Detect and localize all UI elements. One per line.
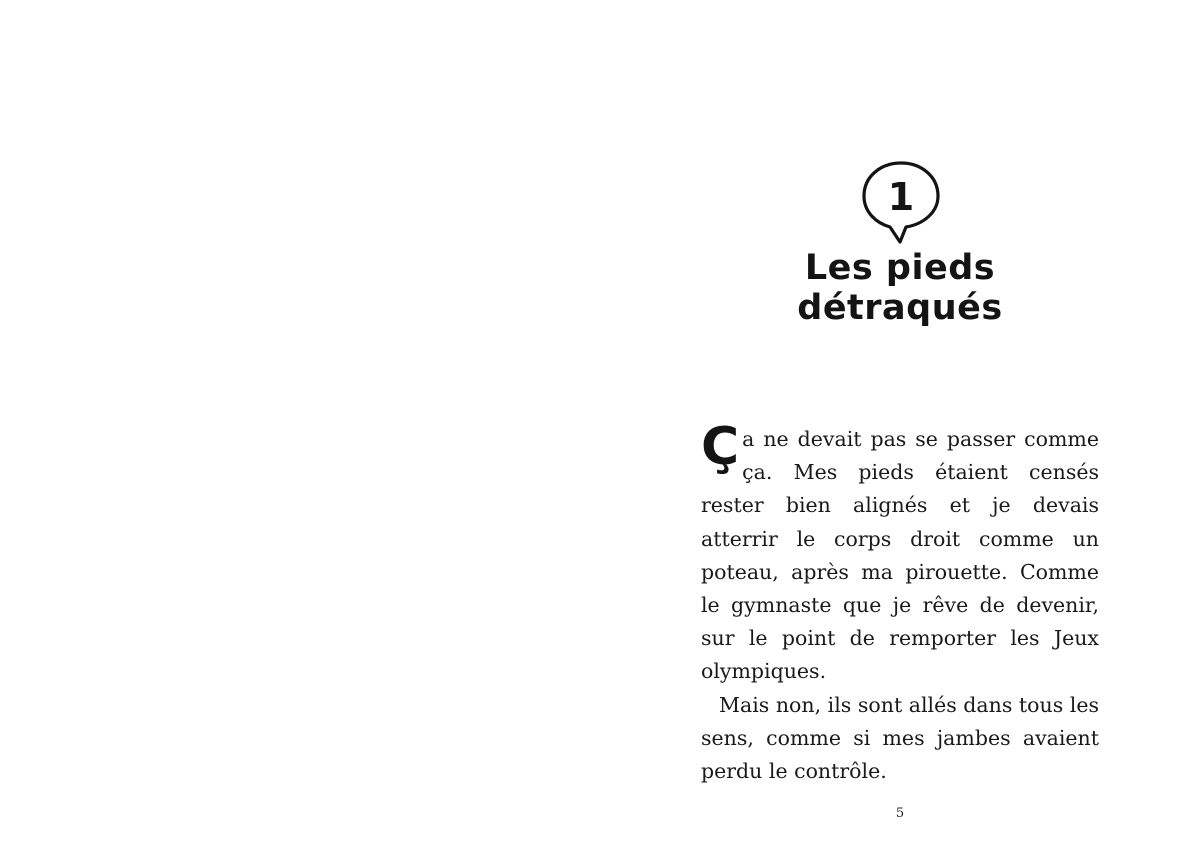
speech-bubble-icon (860, 160, 942, 246)
paragraph-1 (701, 417, 1099, 689)
chapter-body (701, 417, 1099, 788)
paragraph-1-text: a ne devait pas se passer comme ça. Mes pieds étaient censés rester bien alignés et je devais atterrir le corps droit comme un poteau, après ma pirouette. Comme le gymnaste que je rêve de devenir, sur le point de remporter les Jeux olympiques. (701, 427, 1099, 684)
chapter-title: Les pieds détraqués (797, 248, 1003, 328)
drop-cap: Ç (701, 417, 740, 477)
chapter-number: 1 (887, 175, 915, 219)
chapter-number-speech-bubble (860, 160, 942, 246)
paragraph-2: Mais non, ils sont allés dans tous les sens, comme si mes jambes avaient perdu le contrôle. (701, 692, 1099, 784)
right-page (600, 0, 1200, 858)
page-number: 5 (895, 806, 905, 821)
